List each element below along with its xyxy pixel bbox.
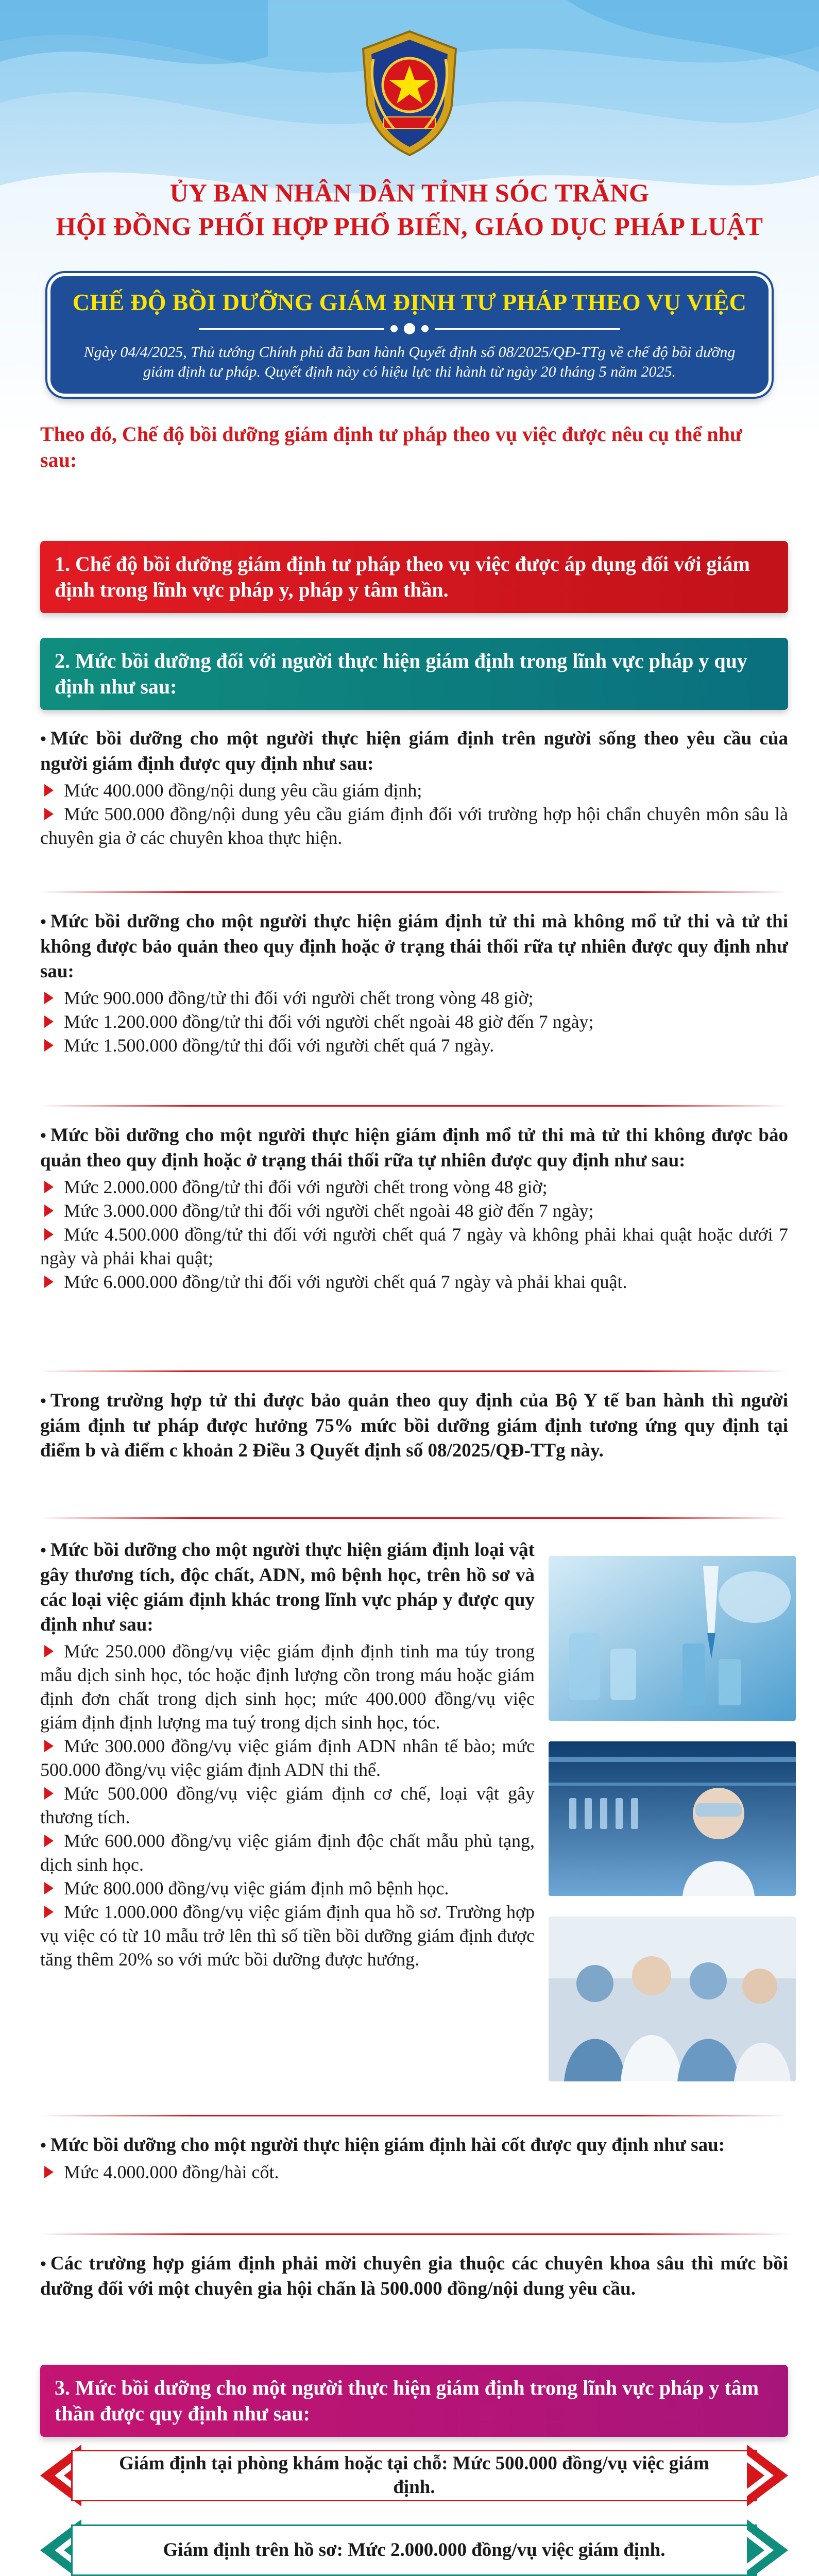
list-item: Mức 1.000.000 đồng/vụ việc giám định qua hồ sơ. Trường hợp vụ việc có từ 10 mẫu trở lên thì số tiền bồi dưỡng giám định được tăng thêm 20% so với mức bồi dưỡng được hướng. (40, 1902, 535, 1970)
divider (40, 2115, 788, 2116)
list-item: Mức 2.000.000 đồng/tử thi đối với người chết trong vòng 48 giờ; (40, 1175, 788, 1199)
list-item: Mức 4.500.000 đồng/tử thi đối với người chết quá 7 ngày và không phải khai quật hoặc dưới 7 ngày và phải khai quật; (40, 1224, 788, 1268)
other-assessment-heading: • Mức bồi dưỡng cho một người thực hiện giám định loại vật gây thương tích, độc chất, ADN, mô bệnh học, trên hồ sơ và các loại việc giám định khác trong lĩnh vực pháp y được quy định như sau: (40, 1539, 535, 1635)
list-item: Mức 3.000.000 đồng/tử thi đối với người chết ngoài 48 giờ đến 7 ngày; (40, 1199, 788, 1223)
title-divider (50, 321, 769, 336)
lead-text: Theo đó, Chế độ bồi dưỡng giám định tư pháp theo vụ việc được nêu cụ thể như sau: (40, 422, 742, 471)
list-item: Mức 500.000 đồng/vụ việc giám định cơ chế, loại vật gây thương tích. (40, 1783, 535, 1827)
bones-block (40, 2133, 788, 2184)
list-item: Mức 400.000 đồng/nội dung yêu cầu giám định; (40, 778, 788, 802)
justice-emblem-icon (358, 28, 461, 157)
divider (40, 1105, 788, 1107)
lab-pipette-photo (549, 1556, 796, 1721)
title-box (47, 273, 772, 397)
autopsy-heading: • Mức bồi dưỡng cho một người thực hiện giám định mổ tử thi mà tử thi không được bảo quản theo quy định hoặc ở trạng thái thối rữa tự nhiên được quy định như sau: (40, 1125, 788, 1171)
no-autopsy-heading: • Mức bồi dưỡng cho một người thực hiện giám định tử thi mà không mổ tử thi và tử thi không được bảo quản theo quy định hoặc ở trạng thái thối rữa tự nhiên được quy định như sau: (40, 911, 788, 982)
psychiatric-plate-2 (40, 2519, 788, 2576)
living-person-block (40, 726, 788, 850)
plate-text: Giám định trên hồ sơ: Mức 2.000.000 đồng/vụ việc giám định. (71, 2524, 757, 2576)
organization-line-2: HỘI ĐỒNG PHỐI HỢP PHỔ BIẾN, GIÁO DỤC PHÁP LUẬT (56, 212, 763, 241)
list-item: Mức 800.000 đồng/vụ việc giám định mô bệnh học. (40, 1876, 535, 1900)
divider (40, 1370, 788, 1372)
section-1-banner: 1. Chế độ bồi dưỡng giám định tư pháp theo vụ việc được áp dụng đối với giám định trong lĩnh vực pháp y, pháp y tâm thần. (40, 541, 788, 613)
list-item: Mức 1.500.000 đồng/tử thi đối với người chết quá 7 ngày. (40, 1033, 788, 1057)
list-item: Mức 6.000.000 đồng/tử thi đối với người chết quá 7 ngày và phải khai quật. (40, 1270, 788, 1294)
section-2-banner-text: 2. Mức bồi dưỡng đối với người thực hiện giám định trong lĩnh vực pháp y quy định như sau: (55, 649, 747, 698)
expert-text: • Các trường hợp giám định phải mời chuyên gia thuộc các chuyên khoa sâu thì mức bồi dưỡng đối với một chuyên gia hội chẩn là 500.000 đồng/nội dung yêu cầu. (40, 2253, 788, 2299)
list-item: Mức 4.000.000 đồng/hài cốt. (40, 2160, 788, 2184)
preserved-body-block (40, 1388, 788, 1463)
plate-text: Giám định tại phòng khám hoặc tại chỗ: Mức 500.000 đồng/vụ việc giám định. (71, 2450, 757, 2501)
list-item: Mức 1.200.000 đồng/tử thi đối với người chết ngoài 48 giờ đến 7 ngày; (40, 1010, 788, 1033)
intro-text: Ngày 04/4/2025, Thủ tướng Chính phủ đã ban hành Quyết định số 08/2025/QĐ-TTg về chế độ bồi dưỡng giám định tư pháp. Quyết định này có hiệu lực thi hành từ ngày 20 tháng 5 năm 2025. (83, 344, 736, 380)
psychiatric-plate-1 (40, 2445, 788, 2506)
plate-right-arrow-icon (747, 2519, 788, 2576)
autopsy-block (40, 1123, 788, 1294)
list-item: Mức 300.000 đồng/vụ việc giám định ADN nhân tế bào; mức 500.000 đồng/vụ việc giám định ADN thi thể. (40, 1736, 535, 1780)
no-autopsy-block (40, 909, 788, 1057)
list-item: Mức 600.000 đồng/vụ việc giám định độc chất mẫu phủ tạng, dịch sinh học. (40, 1831, 535, 1875)
lab-researcher-photo (549, 1741, 796, 1896)
list-item: Mức 500.000 đồng/nội dung yêu cầu giám định đối với trường hợp hội chẩn chuyên môn sâu là chuyên gia ở các chuyên khoa thực hiện. (40, 804, 788, 848)
plate-right-arrow-icon (747, 2445, 788, 2506)
page-title: CHẾ ĐỘ BỒI DƯỠNG GIÁM ĐỊNH TƯ PHÁP THEO VỤ VIỆC (72, 289, 747, 315)
other-assessment-block (40, 1538, 535, 1971)
preserved-body-text: • Trong trường hợp tử thi được bảo quản theo quy định của Bộ Y tế ban hành thì người giám định tư pháp được hưởng 75% mức bồi dưỡng giám định tương ứng quy định tại điểm b và điểm c khoản 2 Điều 3 Quyết định số 08/2025/QĐ-TTg này. (40, 1390, 788, 1461)
list-item: Mức 900.000 đồng/tử thi đối với người chết trong vòng 48 giờ; (40, 986, 788, 1010)
section-2-banner (40, 638, 788, 710)
doctors-team-photo (549, 1917, 796, 2081)
divider (40, 1517, 788, 1519)
list-item: Mức 250.000 đồng/vụ việc giám định định tinh ma túy trong mẫu dịch sinh học, tóc hoặc định lượng cồn trong máu hoặc giám định đơn chất trong dịch sinh học; mức 400.000 đồng/vụ việc giám định định lượng ma tuý trong dịch sinh học, tóc. (40, 1641, 535, 1733)
divider (40, 2233, 788, 2235)
divider (40, 891, 788, 893)
organization-line-1: ỦY BAN NHÂN DÂN TỈNH SÓC TRĂNG (169, 178, 650, 207)
living-person-heading: • Mức bồi dưỡng cho một người thực hiện giám định trên người sống theo yêu cầu của người giám định được quy định như sau: (40, 728, 788, 774)
expert-block (40, 2251, 788, 2301)
section-3-banner: 3. Mức bồi dưỡng cho một người thực hiện giám định trong lĩnh vực pháp y tâm thần được quy định như sau: (40, 2365, 788, 2437)
bones-heading: • Mức bồi dưỡng cho một người thực hiện giám định hài cốt được quy định như sau: (40, 2134, 725, 2156)
